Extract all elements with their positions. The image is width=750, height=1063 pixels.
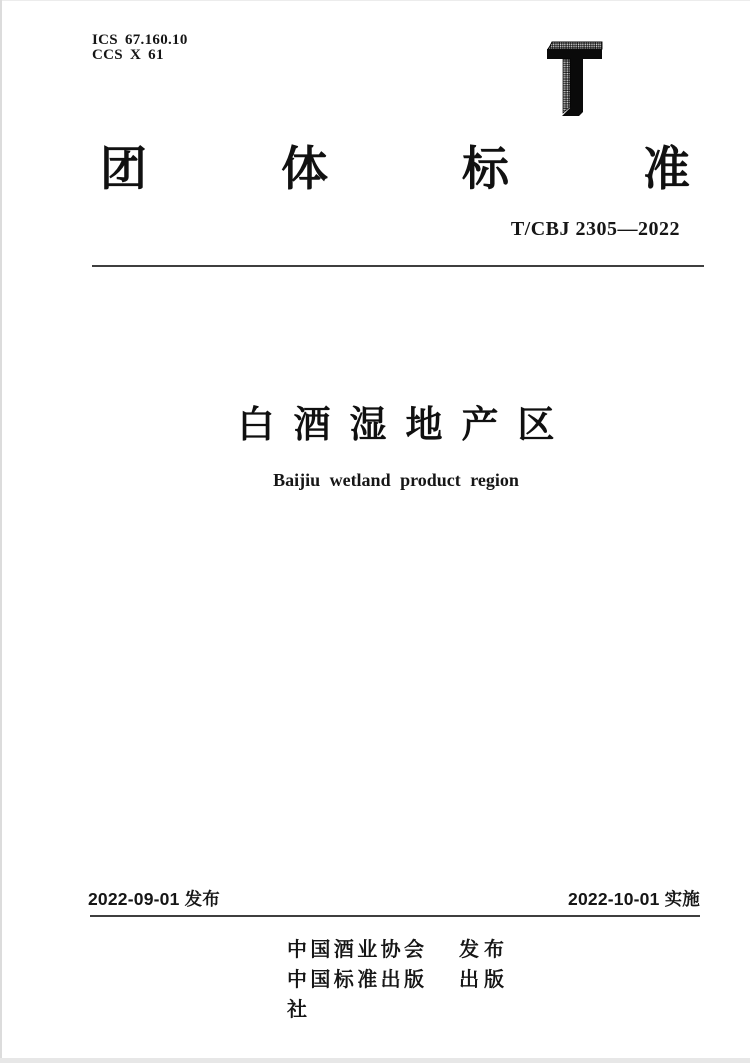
publisher-action: 出版 bbox=[459, 969, 504, 991]
team-standard-t-logo-icon bbox=[546, 41, 604, 117]
dates-row bbox=[88, 886, 700, 911]
implementation-date: 2022-10-01 实施 bbox=[568, 889, 700, 909]
ccs-code: CCS X 61 bbox=[92, 47, 164, 63]
scan-edge-bottom bbox=[0, 1058, 750, 1063]
scan-edge-top bbox=[0, 0, 750, 1]
publisher-row bbox=[287, 965, 504, 1021]
scan-edge-left bbox=[0, 0, 2, 1063]
document-title-cn: 白酒湿地产区 bbox=[237, 404, 574, 445]
standard-type-heading: 团体标准 bbox=[100, 142, 690, 195]
document-title-en: Baijiu wetland product region bbox=[273, 470, 519, 490]
classification-codes bbox=[92, 33, 188, 63]
footer-rule bbox=[90, 915, 700, 917]
issue-date: 2022-09-01 发布 bbox=[88, 889, 220, 909]
standard-number: T/CBJ 2305—2022 bbox=[510, 218, 680, 240]
publisher-name: 中国酒业协会 bbox=[287, 939, 424, 961]
publishers-block bbox=[287, 935, 504, 1021]
header-rule bbox=[92, 265, 704, 267]
publisher-row bbox=[287, 935, 504, 965]
publisher-name: 中国标准出版社 bbox=[287, 969, 424, 1021]
publisher-action: 发布 bbox=[459, 939, 504, 961]
ics-code: ICS 67.160.10 bbox=[92, 32, 188, 48]
